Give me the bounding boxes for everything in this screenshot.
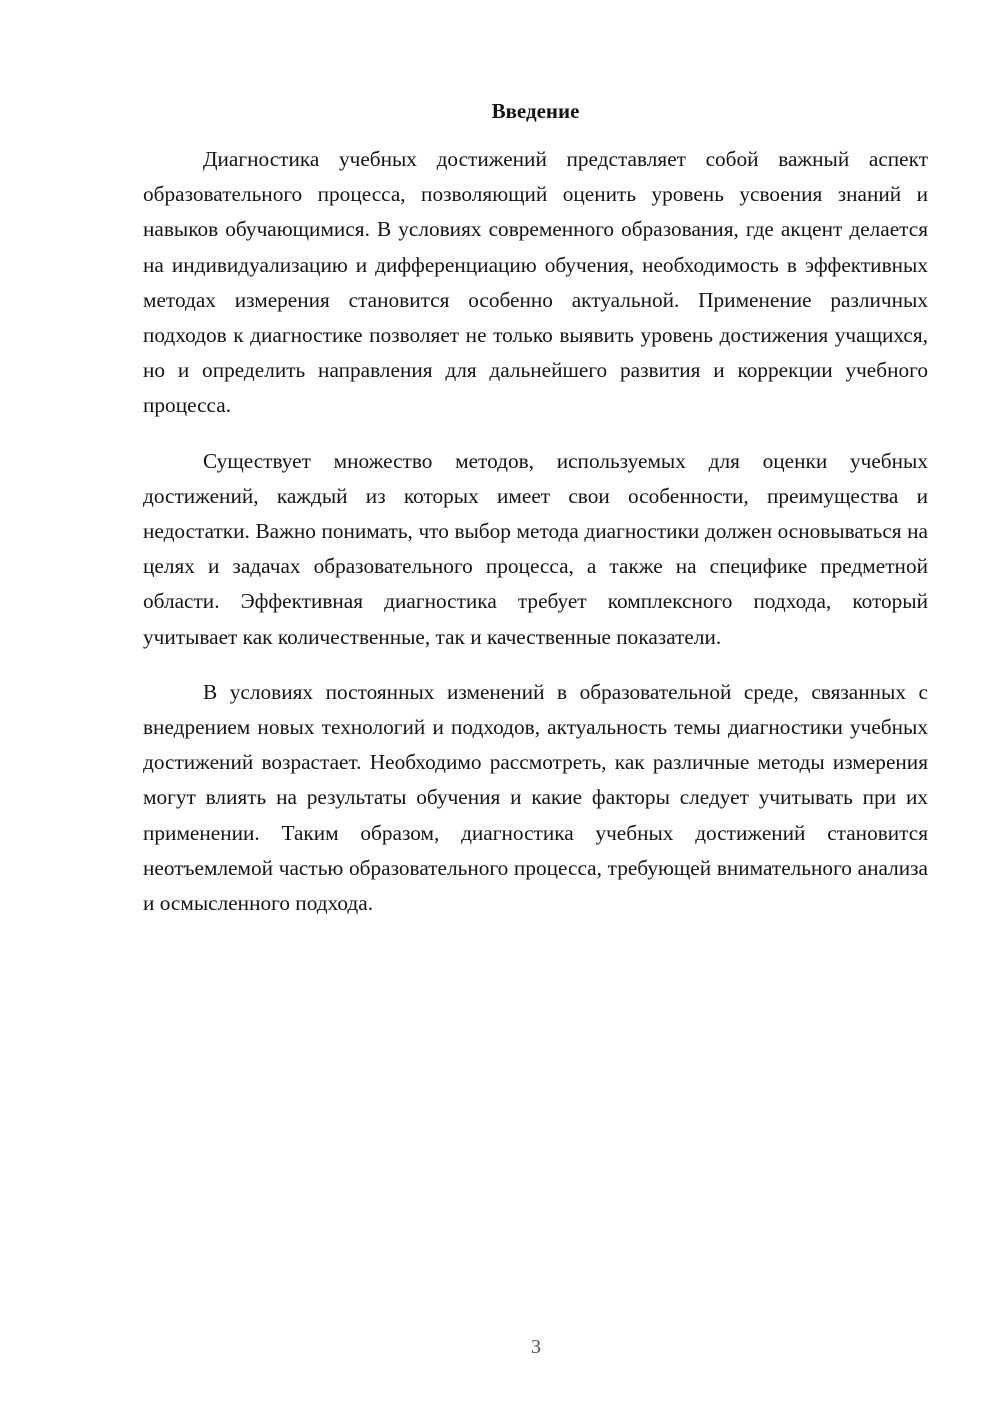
paragraph-3: В условиях постоянных изменений в образовательной среде, связанных с внедрением новых технологий и подходов, актуальность темы диагностики учебных достижений возрастает. Необходимо рассмотреть, как различные методы измерения могут влиять на результаты обучения и какие факторы следует учитывать при их применении. Таким образом, диагностика учебных достижений становится неотъемлемой частью образовательного процесса, требующей внимательного анализа и осмысленного подхода. bbox=[143, 679, 928, 916]
page-number: 3 bbox=[531, 1336, 541, 1358]
paragraph-1: Диагностика учебных достижений представляет собой важный аспект образовательного процесса, позволяющий оценить уровень усвоения знаний и навыков обучающимися. В условиях современного образования, где акцент делается на индивидуализацию и дифференциацию обучения, необходимость в эффективных методах измерения становится особенно актуальной. Применение различных подходов к диагностике позволяет не только выявить уровень достижения учащихся, но и определить направления для дальнейшего развития и коррекции учебного процесса. bbox=[143, 147, 928, 418]
paragraph-2: Существует множество методов, используемых для оценки учебных достижений, каждый из которых имеет свои особенности, преимущества и недостатки. Важно понимать, что выбор метода диагностики должен основываться на целях и задачах образовательного процесса, а также на специфике предметной области. Эффективная диагностика требует комплексного подхода, который учитывает как количественные, так и качественные показатели. bbox=[143, 448, 928, 649]
section-title: Введение bbox=[491, 99, 580, 123]
body-text bbox=[143, 142, 928, 941]
